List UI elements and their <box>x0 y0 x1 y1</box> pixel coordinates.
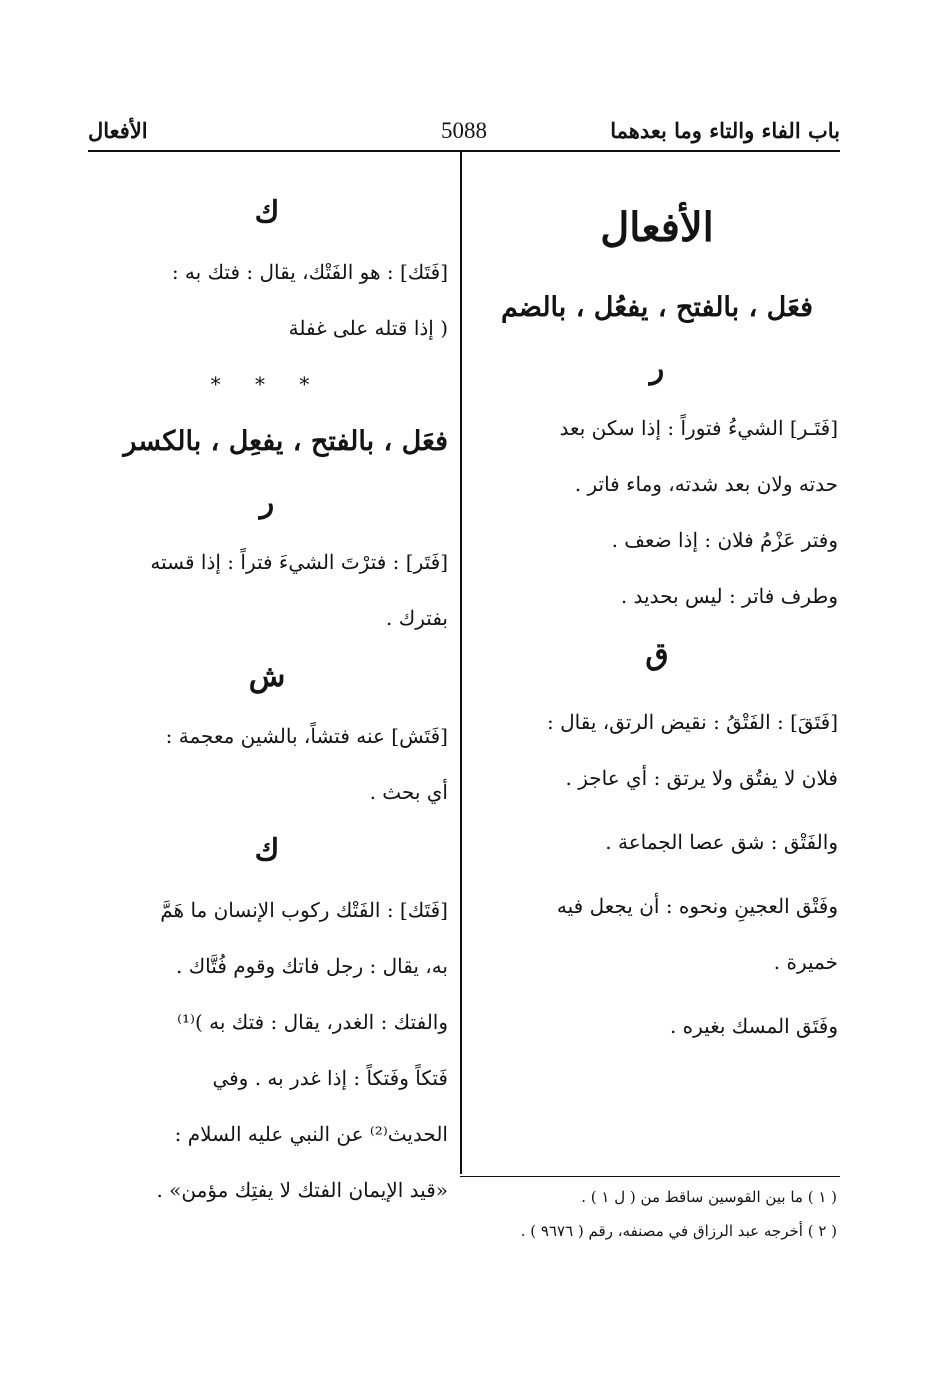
entry-line: وفَتْق العجينِ ونحوه : أن يجعل فيه <box>556 894 838 918</box>
page-header <box>88 112 840 152</box>
footnote-1: ( ١ ) ما بين القوسين ساقط من ( ل ١ ) . <box>581 1188 837 1206</box>
entry-line: ( إذا قتله على غفلة <box>288 316 448 340</box>
entry-line: [فَتَـر] الشيءُ فتوراً : إذا سكن بعد <box>559 416 838 440</box>
entry-line: [فَتَر] : فترْتَ الشيءَ فتراً : إذا قسته <box>150 550 448 574</box>
letter-heading-sh: ش <box>248 659 286 694</box>
right-column <box>476 160 838 1054</box>
main-title: الأفعال <box>600 204 714 251</box>
entry-line: وفتر عَزْمُ فلان : إذا ضعف . <box>611 528 838 552</box>
page-number: 5088 <box>441 118 487 143</box>
entry-line: فلان لا يفتُق ولا يرتق : أي عاجز . <box>565 766 838 790</box>
entry-line: [فَتَقَ] : الفَتْقُ : نقيض الرتق، يقال : <box>547 710 838 734</box>
left-column <box>86 160 448 1218</box>
entry-line: والفتك : الغدر، يقال : فتك به )⁽¹⁾ <box>177 1010 448 1034</box>
entry-line: بفترك . <box>386 606 448 630</box>
entry-line: [فَتَك] : هو الفَتْك، يقال : فتك به : <box>171 260 448 284</box>
section-heading: فعَل ، بالفتح ، يفعُل ، بالضم <box>500 292 814 323</box>
entry-line: [فَتَك] : الفَتْك ركوب الإنسان ما هَمَّ <box>160 898 448 922</box>
entry-line: والفَتْق : شق عصا الجماعة . <box>605 830 838 854</box>
letter-heading-r: ر <box>259 485 275 520</box>
footnote-rule <box>460 1176 840 1177</box>
column-divider <box>460 152 462 1174</box>
entry-line: [فَتَش] عنه فتشاً، بالشين معجمة : <box>165 724 448 748</box>
entry-line: خميرة . <box>773 950 838 974</box>
separator-stars: * * * <box>210 372 324 396</box>
letter-heading-r: ر <box>649 351 665 386</box>
section-heading: فعَل ، بالفتح ، يفعِل ، بالكسر <box>123 426 448 457</box>
entry-line: الحديث⁽²⁾ عن النبي عليه السلام : <box>174 1122 448 1146</box>
letter-heading-k: ك <box>254 195 280 230</box>
entry-line: أي بحث . <box>369 780 448 804</box>
entry-line: وطرف فاتر : ليس بحديد . <box>620 584 838 608</box>
entry-line: حدته ولان بعد شدته، وماء فاتر . <box>574 472 838 496</box>
header-section-title: الأفعال <box>88 118 148 143</box>
footnote-2: ( ٢ ) أخرجه عبد الرزاق في مصنفه، رقم ( ٩٦٧٦ ) . <box>520 1222 837 1240</box>
header-rule <box>88 150 840 152</box>
entry-line: وفَتَق المسك بغيره . <box>669 1014 838 1038</box>
entry-line: «قيد الإيمان الفتك لا يفتِك مؤمن» . <box>156 1178 448 1202</box>
entry-line: فَتكاً وفَتكاً : إذا غدر به . وفي <box>212 1066 448 1090</box>
letter-heading-k: ك <box>254 833 280 868</box>
entry-line: به، يقال : رجل فاتك وقوم فُتَّاك . <box>175 954 448 978</box>
header-chapter-title: باب الفاء والتاء وما بعدهما <box>610 118 840 143</box>
letter-heading-q: ق <box>645 637 669 672</box>
